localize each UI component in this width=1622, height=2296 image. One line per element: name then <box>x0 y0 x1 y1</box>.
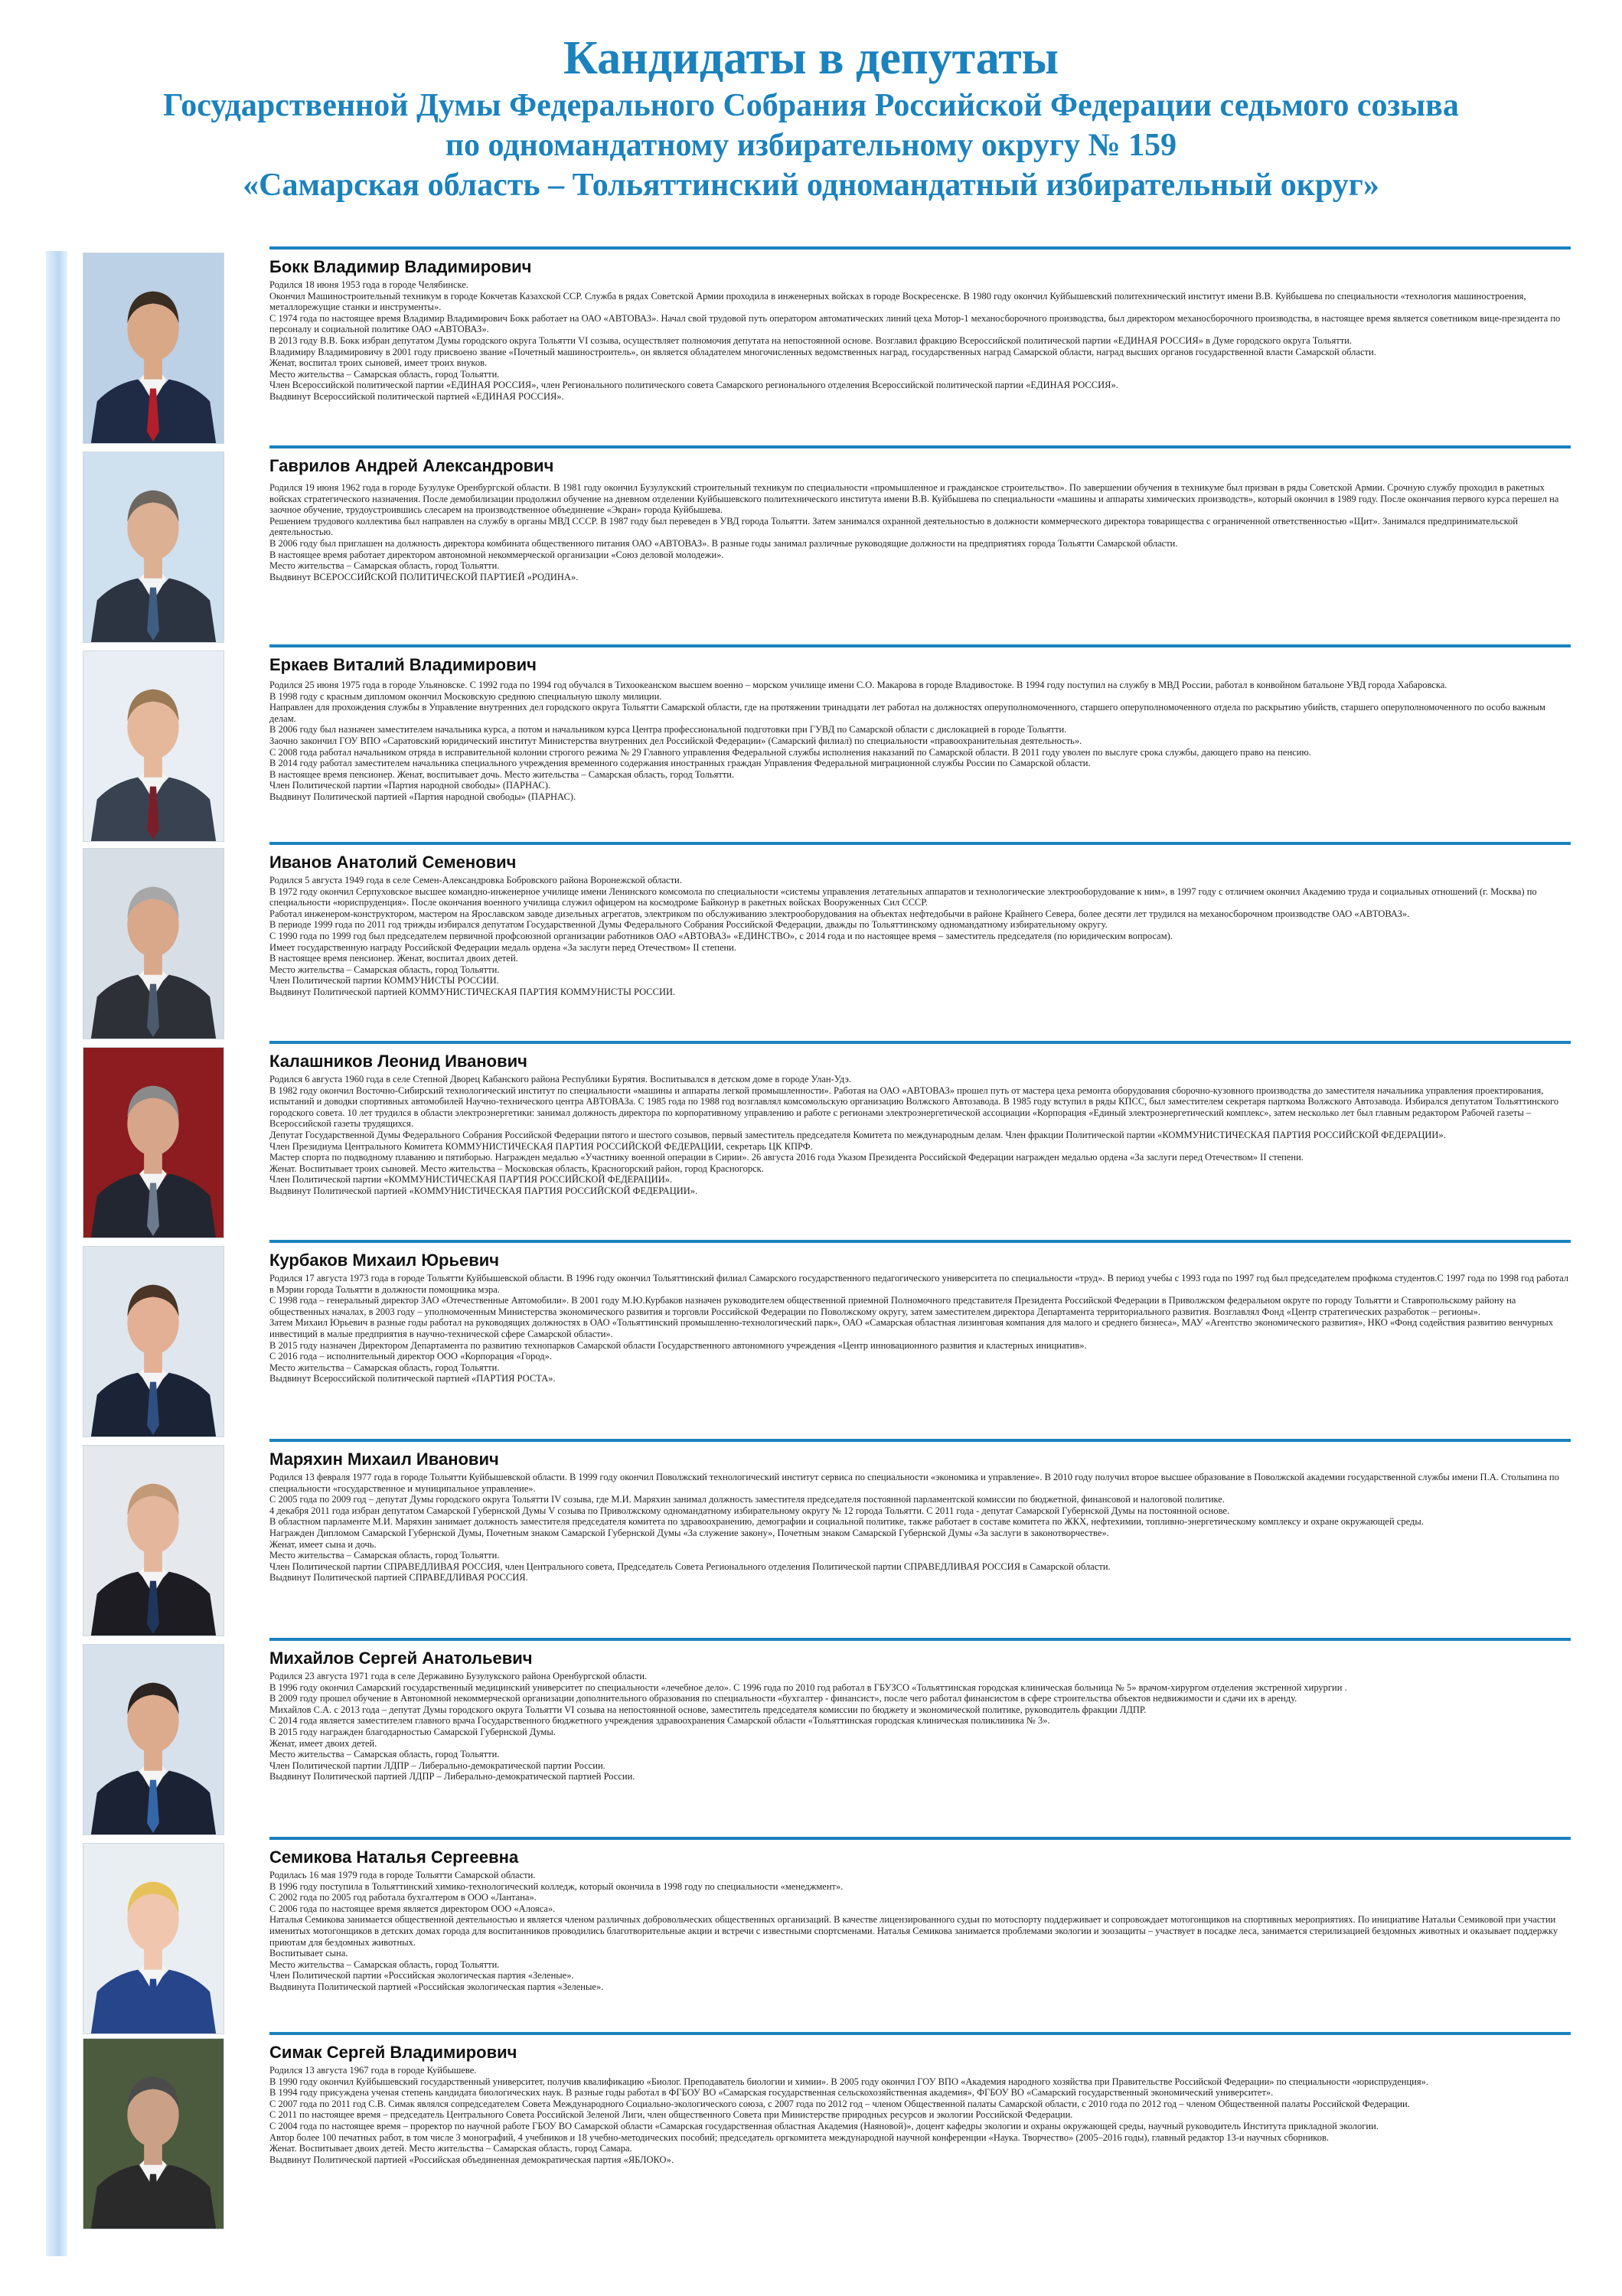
bio-paragraph: Родился 25 июня 1975 года в городе Ульяновске. С 1992 года по 1994 год обучался в Тихоокеанском высшем военно – морском училище имени С.О. Макарова в городе Владивостоке. В 1994 году поступил на службу в МВД России, работал в конвойном батальоне УВД города Хабаровска. <box>269 680 1447 690</box>
bio-paragraph: В 1996 году окончил Самарский государственный медицинский университет по специальности «лечебное дело». С 1996 года по 2010 год работал в ГБУЗСО «Тольяттинская городская клиническая больница № 5» врачом-хирургом отделения экстренной хирургии . <box>269 1681 1347 1693</box>
bio-paragraph: Место жительства – Самарская область, город Тольятти. <box>269 1550 500 1561</box>
candidate-name: Курбаков Михаил Юрьевич <box>269 1251 500 1270</box>
bio-paragraph: Мастер спорта по подводному плаванию и пятиборью. Награжден медалью «Участнику военной операции в Сирии». 26 августа 2016 года Указом Президента Российской Федерации награжден медалью ордена «За заслуги перед Отечеством» II степени. <box>269 1152 1304 1163</box>
bio-paragraph: Выдвинут Всероссийской политической партией «ЕДИНАЯ РОССИЯ». <box>269 390 564 402</box>
bio-paragraph: Член Политической партии «Партия народной свободы» (ПАРНАС). <box>269 780 551 791</box>
candidate-name: Михайлов Сергей Анатольевич <box>269 1649 533 1668</box>
bio-paragraph: С 2005 года по 2009 год – депутат Думы городского округа Тольятти IV созыва, где М.И. Маряхин занимал должность заместителя председателя постоянной парламентской комиссии по бюджетной, финансовой и налоговой политике. <box>269 1494 1225 1505</box>
bio-paragraph: Автор более 100 печатных работ, в том числе 3 монографий, 4 учебников и 18 учебно-методических пособий; председатель оргкомитета международной научной конференции «Наука. Творчество» (2005–2016 годы), главный редактор 13-и научных сборников. <box>269 2131 1329 2143</box>
bio-paragraph: Женат. Воспитывает двоих детей. Место жительства – Самарская область, город Самара. <box>269 2143 632 2154</box>
bio-paragraph: Выдвинут Политической партией «Партия народной свободы» (ПАРНАС). <box>269 791 576 802</box>
bio-paragraph: С 2002 года по 2005 год работала бухгалтером в ООО «Лантана». <box>269 1892 537 1903</box>
bio-paragraph: Михайлов С.А. с 2013 года – депутат Думы городского округа Тольятти VI созыва на непостоянной основе, заместитель председателя комиссии по бюджету и экономической политике, руководитель фракции ЛДПР. <box>269 1704 1147 1715</box>
bio-paragraph: Член Политической партии СПРАВЕДЛИВАЯ РОССИЯ, член Центрального совета, Председатель Совета Регионального отделения Политической партии СПРАВЕДЛИВАЯ РОССИЯ в Самарской области. <box>269 1561 1111 1572</box>
bio-paragraph: В 1994 году присуждена ученая степень кандидата биологических наук. В разные годы работал в ФГБОУ ВО «Самарская государственная сельскохозяйственная академия», ФГБОУ ВО «Самарский государственный экономический университет». <box>269 2087 1274 2099</box>
bio-paragraph: В 2013 году В.В. Бокк избран депутатом Думы городского округа Тольятти VI созыва, осуществляет полномочия депутата на непостоянной основе. Возглавил фракцию Всероссийской политической партии «ЕДИНАЯ РОССИЯ» в Думе городского округа Тольятти. <box>269 334 1352 346</box>
bio-paragraph: В 1990 году окончил Куйбышевский государственный университет, получив квалификацию «Биолог. Преподаватель биологии и химии». В 2005 году окончил ГОУ ВПО «Академия народного хозяйства при Правительстве Российской Федерации» по специальности «юриспруденция». <box>269 2076 1428 2087</box>
bio-paragraph: В настоящее время пенсионер. Женат, воспитал двоих детей. <box>269 953 518 964</box>
bio-paragraph: Владимиру Владимировичу в 2001 году присвоено звание «Почетный машиностроитель», он является обладателем многочисленных ведомственных наград, государственных наград Самарской области, наград высших органов государственной власти Самарской области. <box>269 346 1376 357</box>
candidate-bio <box>269 1671 1571 1782</box>
candidate-bio <box>269 1273 1571 1384</box>
bio-paragraph: Выдвинут Политической партией «КОММУНИСТИЧЕСКАЯ ПАРТИЯ РОССИЙСКОЙ ФЕДЕРАЦИИ». <box>269 1185 698 1196</box>
candidate-photo <box>83 651 224 842</box>
bio-paragraph: Место жительства – Самарская область, город Тольятти. <box>269 368 500 380</box>
bio-paragraph: Работал инженером-конструктором, мастером на Ярославском заводе дизельных агрегатов, электриком по обслуживанию электрооборудования на объектах нефтедобычи в районе Крайнего Севера, более десяти лет трудился на механосборочном производстве ОАО «АВТОВАЗ». <box>269 908 1410 919</box>
bio-paragraph: С 1974 года по настоящее время Владимир Владимирович Бокк работает на ОАО «АВТОВАЗ». Начал свой трудовой путь оператором автоматических линий цеха Мотор-1 механосборочного производства, был директором механосборочного производства, в настоящее время является советником вице-президента по персоналу и социальной политике ОАО «АВТОВАЗ». <box>269 312 1561 335</box>
candidate-bio <box>269 279 1571 403</box>
candidate-name: Калашников Леонид Иванович <box>269 1052 527 1071</box>
bio-paragraph: Выдвинута Политической партией «Российская экологическая партия «Зеленые». <box>269 1981 604 1992</box>
bio-paragraph: В 1982 году окончил Восточно-Сибирский технологический институт по специальности «машины и аппараты легкой промышленности». Работая на ОАО «АВТОВАЗ» прошел путь от мастера цеха ремонта оборудования сборочно-кузовного производства до заместителя начальника управления проектирования, испытаний и доводки спортивных автомобилей Научно-технического центра АВТОВАЗа. С 1985 года по 1988 год возглавлял комсомольскую организацию Волжского Автозавода. В 1985 году вступил в ряды КПСС, был заместителем секретаря парткома Волжского Автозавода. Избирался депутатом Тольяттинского городского совета. 10 лет трудился в области электроэнергетики: занимал должность директора по корпоративному управлению и работе с регионами электроэнергетической ассоциации «Корпорация «Единый электроэнергетический комплекс», затем несколько лет был главным редактором Рабочей газеты – Всероссийской газеты трудящихся. <box>269 1084 1559 1130</box>
page-subtitle-line-3: «Самарская область – Тольяттинский одномандатный избирательный округ» <box>243 168 1379 203</box>
bio-paragraph: В 1998 году с красным дипломом окончил Московскую среднюю специальную школу милиции. <box>269 690 662 702</box>
section-divider <box>269 1837 1571 1840</box>
candidate-bio <box>269 680 1571 803</box>
candidate-bio <box>269 1870 1571 1993</box>
bio-paragraph: Член Политической партии КОММУНИСТЫ РОССИИ. <box>269 975 499 987</box>
bio-paragraph: С 2006 года по настоящее время является директором ООО «Алояса». <box>269 1903 556 1914</box>
bio-paragraph: Место жительства – Самарская область, город Тольятти. <box>269 560 500 572</box>
bio-paragraph: Воспитывает сына. <box>269 1948 348 1959</box>
bio-paragraph: Заочно закончил ГОУ ВПО «Саратовский юридический институт Министерства внутренних дел Российской Федерации» (Самарский филиал) по специальности «правоохранительная деятельность». <box>269 735 1082 746</box>
section-divider <box>269 445 1571 448</box>
candidate-name: Бокк Владимир Владимирович <box>269 257 532 276</box>
bio-paragraph: Женат. Воспитывает троих сыновей. Место жительства – Московская область, Красногорский район, город Красногорск. <box>269 1163 764 1174</box>
candidate-bio <box>269 482 1571 582</box>
bio-paragraph: Член Политической партии «Российская экологическая партия «Зеленые». <box>269 1970 574 1981</box>
section-divider <box>269 246 1571 249</box>
bio-paragraph: С 1998 года – генеральный директор ЗАО «Отечественные Автомобили». В 2001 году М.Ю.Курбаков назначен руководителем общественной приемной Полномочного представителя Президента Российской Федерации в Приволжском федеральном округе по городу Тольятти и Ставропольскому району на общественных началах, в 2003 году – уполномоченным Министерства экономического развития и торговли Российской Федерации по Поволжскому округу, затем заместителем директора Департамента территориального развития. Возглавлял Фонд «Центр стратегических разработок – регионы». <box>269 1295 1516 1317</box>
bio-paragraph: В 2009 году прошел обучение в Автономной некоммерческой организации дополнительного образования по специальности «бухгалтер - финансист», после чего работал финансистом в сфере строительства объектов недвижимости и сдачи их в аренду. <box>269 1693 1297 1704</box>
bio-paragraph: Член Политической партии «КОММУНИСТИЧЕСКАЯ ПАРТИЯ РОССИЙСКОЙ ФЕДЕРАЦИИ». <box>269 1174 673 1186</box>
candidate-name: Симак Сергей Владимирович <box>269 2043 517 2062</box>
bio-paragraph: Место жительства – Самарская область, город Тольятти. <box>269 964 500 975</box>
bio-paragraph: Выдвинут Политической партией ЛДПР – Либерально-демократической партией России. <box>269 1771 635 1782</box>
bio-paragraph: Родился 17 августа 1973 года в городе Тольятти Куйбышевской области. В 1996 году окончил Тольяттинский филиал Самарского государственного педагогического университета по специальности «труд». В период учебы с 1993 года по 1997 год был председателем профкома студентов.С 1997 года по 1998 год работал в Мэрии города Тольятти в должности помощника мэра. <box>269 1273 1568 1295</box>
bio-paragraph: Выдвинут Политической партией КОММУНИСТИЧЕСКАЯ ПАРТИЯ КОММУНИСТЫ РОССИИ. <box>269 986 676 997</box>
bio-paragraph: Родился 18 июня 1953 года в городе Челябинске. <box>269 279 468 290</box>
bio-paragraph: Родился 19 июня 1962 года в городе Бузулуке Оренбургской области. В 1981 году окончил Бузулукский строительный техникум по специальности «промышленное и гражданское строительство». По завершении обучения в техникуме был призван в ряды Советской Армии. Срочную службу проходил в ракетных войсках стратегического назначения. После демобилизации продолжил обучение на дневном отделении Куйбышевского политехнического института имени В.В. Куйбышева по специальности «машины и аппараты химических производств», который окончил в 1989 году. После окончания первого курса перешел на заочное обучение, трудоустроившись слесарем на производственное объединение «Экран» города Куйбышева. <box>269 482 1559 516</box>
candidate-name: Маряхин Михаил Иванович <box>269 1450 499 1469</box>
page-title: Кандидаты в депутаты <box>563 32 1059 84</box>
bio-paragraph: Женат, воспитал троих сыновей, имеет троих внуков. <box>269 357 488 369</box>
candidate-photo <box>83 848 224 1039</box>
bio-paragraph: Женат, имеет сына и дочь. <box>269 1538 377 1550</box>
bio-paragraph: Выдвинут ВСЕРОССИЙСКОЙ ПОЛИТИЧЕСКОЙ ПАРТИЕЙ «РОДИНА». <box>269 571 579 582</box>
candidate-name: Семикова Наталья Сергеевна <box>269 1848 519 1867</box>
bio-paragraph: Член Всероссийской политической партии «ЕДИНАЯ РОССИЯ», член Регионального политического совета Самарского регионального отделения Всероссийской политической партии «ЕДИНАЯ РОССИЯ». <box>269 380 1118 391</box>
bio-paragraph: С 2007 года по 2011 год С.В. Симак являлся сопредседателем Совета Международного Социально-экологического союза, с 2007 года по 2012 год – членом Общественной палаты Самарской области, с 2010 года по 2012 год – членом Общественной палаты Российской Федерации. <box>269 2098 1410 2109</box>
bio-paragraph: Родился 6 августа 1960 года в селе Степной Дворец Кабанского района Республики Бурятия. Воспитывался в детском доме в городе Улан-Удэ. <box>269 1074 851 1084</box>
bio-paragraph: В 2014 году работал заместителем начальника специального учреждения временного содержания иностранных граждан Управления Федеральной миграционной службы России по Самарской области. <box>269 758 1091 769</box>
bio-paragraph: В 2015 году награжден благодарностью Самарской Губернской Думы. <box>269 1726 556 1737</box>
bio-paragraph: Родился 23 августа 1971 года в селе Державино Бузулукского района Оренбургской области. <box>269 1671 648 1681</box>
bio-paragraph: Родился 13 августа 1967 года в городе Куйбышеве. <box>269 2065 477 2076</box>
section-divider <box>269 2032 1571 2035</box>
section-divider <box>269 644 1571 647</box>
section-divider <box>269 1638 1571 1641</box>
candidate-bio <box>269 1074 1571 1197</box>
bio-paragraph: В 1972 году окончил Серпуховское высшее командно-инженерное училище имени Ленинского комсомола по специальности «системы управления летательных аппаратов и технологические электрооборудование к ним», в 1997 году с отличием окончил Академию труда и социальных отношений (г. Москва) по специальности «юриспруденция». После окончания военного училища служил офицером на космодроме Байконур в ракетных войсках Вооруженных Сил СССР. <box>269 885 1537 908</box>
candidate-photo <box>83 1246 224 1437</box>
bio-paragraph: Затем Михаил Юрьевич в разные годы работал на руководящих должностях в ОАО «Тольяттинский промышленно-технологический парк», ОАО «Самарская областная лизинговая компания для малого и среднего бизнеса», МАУ «Агентство экономического развития», НКО «Фонд содействия развитию венчурных инвестиций в малые предприятия в научно-технической сфере Самарской области». <box>269 1317 1554 1339</box>
bio-paragraph: Наталья Семикова занимается общественной деятельностью и является членом различных добровольческих общественных организаций. В качестве лицензированного судьи по мотоспорту поддерживает и сопровождает мотогонщиков на спортивных мероприятиях. По инициативе Натальи Семиковой при участии именитых мотогонщиков в детских домах города для воспитанников проводились благотворительные акции и встречи с известными спортсменами. Наталья Семикова занимается проблемами экологии и зоозащиты – участвует в посадке леса, занимается стерилизацией бездомных животных и оказывает поддержку приютам для бездомных животных. <box>269 1914 1558 1948</box>
page-subtitle-line-1: Государственной Думы Федерального Собрания Российской Федерации седьмого созыва <box>163 88 1459 123</box>
section-divider <box>269 842 1571 845</box>
bio-paragraph: Женат, имеет двоих детей. <box>269 1737 377 1749</box>
bio-paragraph: Место жительства – Самарская область, город Тольятти. <box>269 1362 500 1373</box>
bio-paragraph: В 2015 году назначен Директором Департамента по развитию технопарков Самарской области Государственного автономного учреждения «Центр инновационного развития и кластерных инициатив». <box>269 1339 1087 1351</box>
bio-paragraph: 4 декабря 2011 года избран депутатом Самарской Губернской Думы V созыва по Приволжскому одномандатному избирательному округу № 12 города Тольятти. С 2011 года - депутат Самарской Губернской Думы на постоянной основе. <box>269 1505 1230 1516</box>
bio-paragraph: В настоящее время пенсионер. Женат, воспитывает дочь. Место жительства – Самарская область, город Тольятти. <box>269 768 735 780</box>
bio-paragraph: С 1990 года по 1999 год был председателем первичной профсоюзной организации работников ОАО «АВТОВАЗ» «ЕДИНСТВО», с 2014 года и по настоящее время – заместитель председателя (по юридическим вопросам). <box>269 930 1173 941</box>
bio-paragraph: С 2008 года работал начальником отряда в исправительной колонии строгого режима № 29 Главного управления Федеральной службы исполнения наказаний по Самарской области. В 2011 году уволен по выслуге срока службы, дающего право на пенсию. <box>269 746 1311 758</box>
bio-paragraph: В 2006 году был приглашен на должность директора комбината общественного питания ОАО «АВТОВАЗ». В разные годы занимал различные руководящие должности на предприятиях города Тольятти Самарской области. <box>269 537 1178 549</box>
section-divider <box>269 1041 1571 1044</box>
candidate-photo <box>83 1843 224 2034</box>
candidate-photo <box>83 452 224 643</box>
bio-paragraph: В настоящее время работает директором автономной некоммерческой организации «Союз деловой молодежи». <box>269 549 724 560</box>
section-divider <box>269 1240 1571 1243</box>
bio-paragraph: Награжден Дипломом Самарской Губернской Думы, Почетным знаком Самарской Губернской Думы «За служение закону», Почетным знаком Самарской Губернской Думы «За заслуги в законотворчестве». <box>269 1527 1109 1538</box>
bio-paragraph: С 2016 года – исполнительный директор ООО «Корпорация «Город». <box>269 1351 553 1362</box>
page-subtitle-line-2: по одномандатному избирательному округу № 159 <box>445 128 1177 163</box>
bio-paragraph: С 2011 по настоящее время – председатель Центрального Совета Российской Зеленой Лиги, член общественного Совета при Министерстве природных ресурсов и экологии Российской Федерации. <box>269 2109 1073 2121</box>
bio-paragraph: Место жительства – Самарская область, город Тольятти. <box>269 1749 500 1760</box>
candidate-bio <box>269 1472 1571 1583</box>
bio-paragraph: С 2014 года является заместителем главного врача Государственного бюджетного учреждения здравоохранения Самарской области «Тольяттинская городская клиническая поликлиника № 3». <box>269 1715 1050 1727</box>
bio-paragraph: Родился 13 февраля 1977 года в городе Тольятти Куйбышевской области. В 1999 году окончил Поволжский технологический институт сервиса по специальности «экономика и управление». В 2010 году получил второе высшее образование в Поволжской академии государственной службы имени П.А. Столыпина по специальности «государственное и муниципальное управление». <box>269 1472 1559 1494</box>
bio-paragraph: Выдвинут Политической партией «Российская объединенная демократическая партия «ЯБЛОКО». <box>269 2154 674 2165</box>
candidate-photo <box>83 2038 224 2229</box>
bio-paragraph: Выдвинут Всероссийской политической партией «ПАРТИЯ РОСТА». <box>269 1373 556 1384</box>
candidate-photo <box>83 253 224 444</box>
bio-paragraph: В периоде 1999 года по 2011 год трижды избирался депутатом Государственной Думы Федерального Собрания Российской Федерации, дважды по Тольяттинскому одномандатному избирательному округу. <box>269 919 1108 931</box>
bio-paragraph: Место жительства – Самарская область, город Тольятти. <box>269 1958 500 1970</box>
candidate-photo <box>83 1445 224 1636</box>
bio-paragraph: Выдвинут Политической партией СПРАВЕДЛИВАЯ РОССИЯ. <box>269 1572 528 1583</box>
candidate-photo <box>83 1644 224 1835</box>
bio-paragraph: Решением трудового коллектива был направлен на службу в органы МВД СССР. В 1987 году был переведен в УВД города Тольятти. Затем занимался охранной деятельностью в должности коммерческого директора товарищества с ограниченной ответственностью «Щит». Занимался предпринимательской деятельностью. <box>269 515 1518 538</box>
candidate-photo <box>83 1047 224 1238</box>
bio-paragraph: Родился 5 августа 1949 года в селе Семен-Александровка Бобровского района Воронежской области. <box>269 875 682 885</box>
bio-paragraph: Окончил Машиностроительный техникум в городе Кокчетав Казахской ССР. Служба в рядах Советской Армии проходила в инженерных войсках в городе Воскресенске. В 1980 году окончил Куйбышевский политехнический институт имени В.В. Куйбышева по специальности «технология машиностроения, металлорежущие станки и инструменты». <box>269 290 1526 313</box>
candidate-name: Еркаев Виталий Владимирович <box>269 655 537 674</box>
candidate-bio <box>269 875 1571 998</box>
bio-paragraph: В областном парламенте М.И. Маряхин занимает должность заместителя председателя комитета по здравоохранению, демографии и социальной политике, также работает в составе комитета по ЖКХ, нефтехимии, топливно-энергетическому комплексу и охране окружающей среды. <box>269 1516 1424 1528</box>
bio-paragraph: Имеет государственную награду Российской Федерации медаль ордена «За заслуги перед Отечеством» II степени. <box>269 941 736 953</box>
bio-paragraph: В 1996 году поступила в Тольяттинский химико-технологический колледж, который окончила в 1998 году по специальности «менеджмент». <box>269 1880 844 1892</box>
bio-paragraph: Член Президиума Центрального Комитета КОММУНИСТИЧЕСКАЯ ПАРТИЯ РОССИЙСКОЙ ФЕДЕРАЦИИ, секретарь ЦК КПРФ. <box>269 1140 813 1152</box>
bio-paragraph: Член Политической партии ЛДПР – Либерально-демократической партии России. <box>269 1760 605 1771</box>
candidate-name: Гаврилов Андрей Александрович <box>269 456 554 475</box>
bio-paragraph: В 2006 году был назначен заместителем начальника курса, а потом и начальником курса Центра профессиональной подготовки при ГУВД по Самарской области с дислокацией в городе Тольятти. <box>269 724 1067 735</box>
bio-paragraph: С 2004 года по настоящее время – проректор по научной работе ГБОУ ВО Самарской области «Самарская государственная областная Академия (Наяновой)», доцент кафедры экологии и охраны окружающей среды, научный руководитель Института прикладной экологии. <box>269 2120 1379 2131</box>
bio-paragraph: Депутат Государственной Думы Федерального Собрания Российской Федерации пятого и шестого созывов, первый заместитель председателя Комитета по международным делам. Член фракции Политической партии «КОММУНИСТИЧЕСКАЯ ПАРТИЯ РОССИЙСКОЙ ФЕДЕРАЦИИ». <box>269 1129 1446 1140</box>
candidate-name: Иванов Анатолий Семенович <box>269 853 517 872</box>
section-divider <box>269 1439 1571 1442</box>
candidate-bio <box>269 2065 1571 2165</box>
bio-paragraph: Родилась 16 мая 1979 года в городе Тольятти Самарской области. <box>269 1870 536 1880</box>
bio-paragraph: Направлен для прохождения службы в Управление внутренних дел городского округа Тольятти Самарской области, где на протяжении тринадцати лет работал на должностях оперуполномоченного, старшего оперуполномоченного отдела по раскрытию убийств, старшего оперуполномоченного по особо важным делам. <box>269 702 1545 724</box>
